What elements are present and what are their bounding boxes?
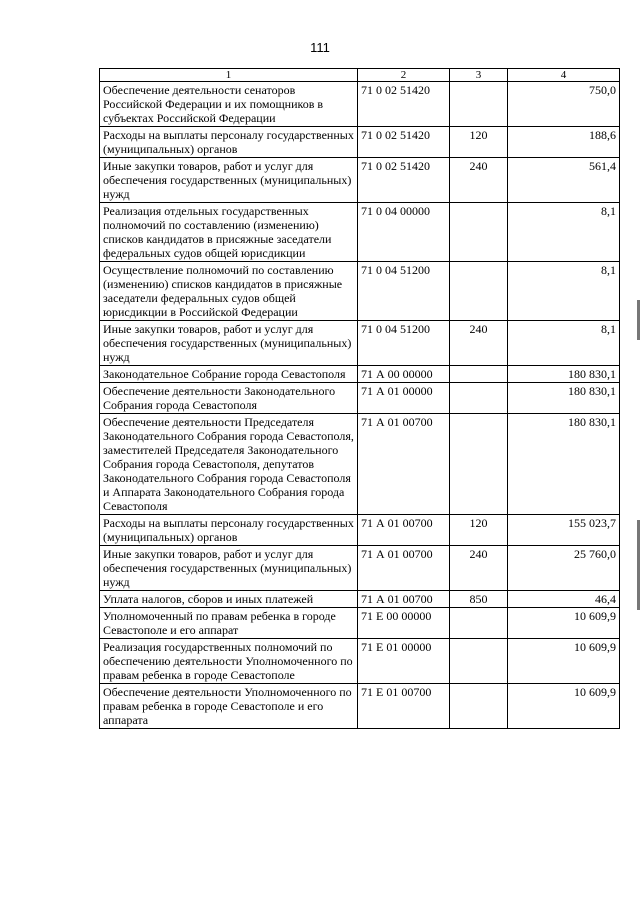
row-code-cell: 71 А 01 00000 (358, 383, 450, 414)
row-code-cell: 71 Е 00 00000 (358, 608, 450, 639)
row-code-cell: 71 А 01 00700 (358, 546, 450, 591)
row-code-cell: 71 0 04 51200 (358, 262, 450, 321)
row-amount-cell: 46,4 (508, 591, 620, 608)
budget-table (99, 68, 620, 729)
row-type-cell (450, 262, 508, 321)
row-type-cell: 120 (450, 127, 508, 158)
row-type-cell (450, 608, 508, 639)
row-code-cell: 71 0 02 51420 (358, 158, 450, 203)
row-type-cell (450, 203, 508, 262)
table-row (100, 203, 620, 262)
row-name-cell: Уплата налогов, сборов и иных платежей (100, 591, 358, 608)
column-header-4: 4 (508, 69, 620, 82)
row-code-cell: 71 Е 01 00000 (358, 639, 450, 684)
row-name-cell: Иные закупки товаров, работ и услуг для обеспечения государственных (муниципальных) нужд (100, 321, 358, 366)
row-amount-cell: 8,1 (508, 203, 620, 262)
row-amount-cell: 10 609,9 (508, 684, 620, 729)
table-row (100, 383, 620, 414)
page-number: 111 (310, 40, 330, 55)
row-name-cell: Уполномоченный по правам ребенка в городе Севастополе и его аппарат (100, 608, 358, 639)
row-name-cell: Обеспечение деятельности Председателя Законодательного Собрания города Севастополя, заместителей Председателя Законодательного Собрания города Севастополя, депутатов Законодательного Собрания города Севастополя и Аппарата Законодательного Собрания города Севастополя (100, 414, 358, 515)
row-code-cell: 71 А 01 00700 (358, 515, 450, 546)
table-row (100, 82, 620, 127)
table-row (100, 684, 620, 729)
row-amount-cell: 25 760,0 (508, 546, 620, 591)
table-row (100, 321, 620, 366)
row-name-cell: Обеспечение деятельности сенаторов Российской Федерации и их помощников в субъектах Российской Федерации (100, 82, 358, 127)
row-type-cell: 240 (450, 321, 508, 366)
row-type-cell (450, 684, 508, 729)
table-body (100, 82, 620, 729)
table-row (100, 366, 620, 383)
column-header-3: 3 (450, 69, 508, 82)
row-amount-cell: 10 609,9 (508, 608, 620, 639)
row-name-cell: Иные закупки товаров, работ и услуг для обеспечения государственных (муниципальных) нужд (100, 158, 358, 203)
column-header-2: 2 (358, 69, 450, 82)
row-amount-cell: 180 830,1 (508, 366, 620, 383)
table-row (100, 262, 620, 321)
row-name-cell: Расходы на выплаты персоналу государственных (муниципальных) органов (100, 515, 358, 546)
row-type-cell (450, 414, 508, 515)
row-name-cell: Реализация отдельных государственных полномочий по составлению (изменению) списков кандидатов в присяжные заседатели федеральных судов общей юрисдикции (100, 203, 358, 262)
row-type-cell: 850 (450, 591, 508, 608)
row-amount-cell: 180 830,1 (508, 383, 620, 414)
row-amount-cell: 155 023,7 (508, 515, 620, 546)
row-type-cell (450, 383, 508, 414)
row-code-cell: 71 А 01 00700 (358, 591, 450, 608)
row-amount-cell: 750,0 (508, 82, 620, 127)
row-amount-cell: 10 609,9 (508, 639, 620, 684)
row-name-cell: Обеспечение деятельности Законодательного Собрания города Севастополя (100, 383, 358, 414)
row-code-cell: 71 А 01 00700 (358, 414, 450, 515)
row-name-cell: Обеспечение деятельности Уполномоченного по правам ребенка в городе Севастополе и его аппарата (100, 684, 358, 729)
row-amount-cell: 180 830,1 (508, 414, 620, 515)
row-name-cell: Расходы на выплаты персоналу государственных (муниципальных) органов (100, 127, 358, 158)
table-row (100, 158, 620, 203)
table-row (100, 608, 620, 639)
row-name-cell: Осуществление полномочий по составлению (изменению) списков кандидатов в присяжные заседатели федеральных судов общей юрисдикции в Российской Федерации (100, 262, 358, 321)
table-row (100, 515, 620, 546)
column-header-1: 1 (100, 69, 358, 82)
row-code-cell: 71 0 04 51200 (358, 321, 450, 366)
table-row (100, 127, 620, 158)
table-row (100, 414, 620, 515)
row-amount-cell: 8,1 (508, 321, 620, 366)
row-amount-cell: 561,4 (508, 158, 620, 203)
row-code-cell: 71 Е 01 00700 (358, 684, 450, 729)
row-name-cell: Иные закупки товаров, работ и услуг для обеспечения государственных (муниципальных) нужд (100, 546, 358, 591)
table-row (100, 546, 620, 591)
row-type-cell: 120 (450, 515, 508, 546)
table-row (100, 591, 620, 608)
row-code-cell: 71 0 02 51420 (358, 82, 450, 127)
row-code-cell: 71 0 02 51420 (358, 127, 450, 158)
row-amount-cell: 188,6 (508, 127, 620, 158)
row-name-cell: Реализация государственных полномочий по обеспечению деятельности Уполномоченного по правам ребенка в городе Севастополе (100, 639, 358, 684)
row-name-cell: Законодательное Собрание города Севастополя (100, 366, 358, 383)
row-type-cell: 240 (450, 158, 508, 203)
header-row (100, 69, 620, 82)
row-type-cell: 240 (450, 546, 508, 591)
row-amount-cell: 8,1 (508, 262, 620, 321)
table-row (100, 639, 620, 684)
row-type-cell (450, 82, 508, 127)
row-type-cell (450, 366, 508, 383)
row-type-cell (450, 639, 508, 684)
row-code-cell: 71 А 00 00000 (358, 366, 450, 383)
row-code-cell: 71 0 04 00000 (358, 203, 450, 262)
